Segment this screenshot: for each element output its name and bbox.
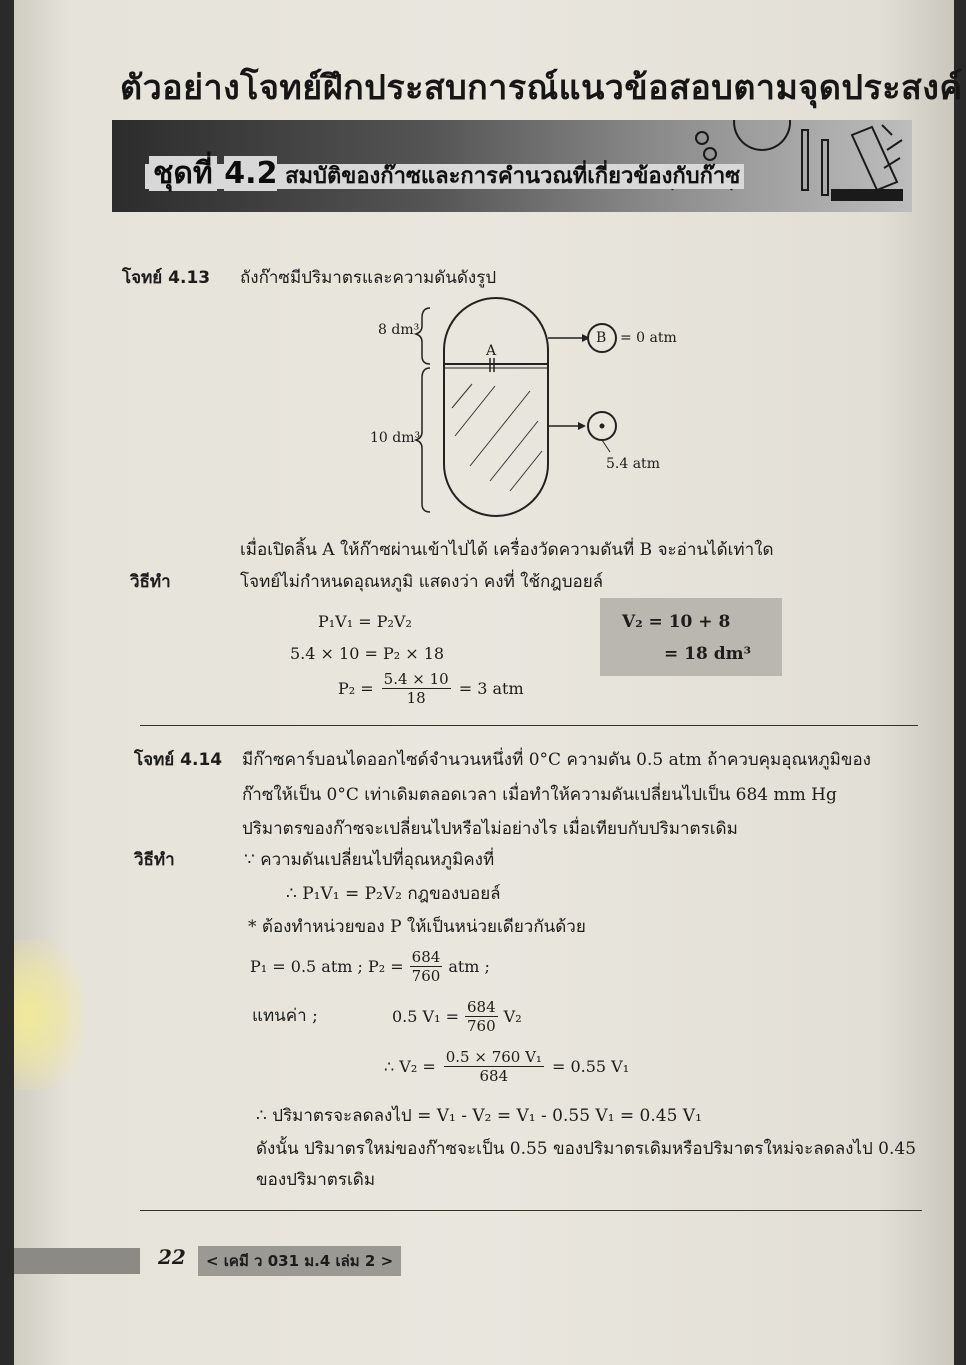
equation-result — [338, 670, 524, 707]
volume-label-bottom: 10 dm³ — [370, 430, 421, 446]
volume-box-line2: = 18 dm³ — [664, 644, 752, 664]
equation-substitution: 5.4 × 10 = P₂ × 18 — [290, 644, 445, 663]
section-divider — [140, 725, 918, 726]
numerator: 5.4 × 10 — [383, 670, 449, 688]
gas-hatching — [452, 384, 542, 491]
set-number: 4.2 — [224, 156, 278, 191]
pressure-values — [250, 948, 490, 985]
conclusion-line-1: ดังนั้น ปริมาตรใหม่ของก๊าซจะเป็น 0.55 ของปริมาตรเดิมหรือปริมาตรใหม่จะลดลงไป 0.45 — [256, 1139, 917, 1159]
arrow-head — [578, 422, 586, 430]
equation-boyle: P₁V₁ = P₂V₂ — [318, 612, 412, 631]
question-text-line3: ปริมาตรของก๊าซจะเปลี่ยนไปหรือไม่อย่างไร เมื่อเทียบกับปริมาตรเดิม — [242, 819, 738, 839]
fraction — [382, 670, 451, 707]
numerator: 684 — [467, 998, 496, 1016]
volume-label-top: 8 dm³ — [378, 322, 420, 338]
tank-outline — [444, 298, 548, 516]
solution-step-1: ∵ ความดันเปลี่ยนไปที่อุณหภูมิคงที่ — [244, 850, 495, 870]
equation-lhs: P₂ = — [338, 679, 374, 698]
substitution-equation — [392, 998, 522, 1035]
result-line: ∴ ปริมาตรจะลดลงไป = V₁ - V₂ = V₁ - 0.55 V₁ = 0.45 V₁ — [256, 1106, 702, 1126]
book-title: < เคมี ว 031 ม.4 เล่ม 2 > — [198, 1246, 401, 1276]
denominator: 684 — [479, 1067, 509, 1085]
fraction — [465, 998, 498, 1035]
question-label: โจทย์ 4.14 — [134, 750, 223, 770]
solution-step-2: ∴ P₁V₁ = P₂V₂ กฎของบอยล์ — [286, 884, 501, 904]
denominator: 18 — [406, 689, 426, 707]
volume-box — [600, 598, 782, 676]
method-text: โจทย์ไม่กำหนดอุณหภูมิ แสดงว่า คงที่ ใช้กฎบอยล์ — [240, 572, 604, 592]
substitution-rhs: V₂ — [503, 1007, 522, 1026]
gauge-b-reading: = 0 atm — [620, 330, 677, 346]
question-text-line2: ก๊าซให้เป็น 0°C เท่าเดิมตลอดเวลา เมื่อทำให้ความดันเปลี่ยนไปเป็น 684 mm Hg — [242, 785, 837, 805]
method-label: วิธีทำ — [130, 572, 171, 592]
set-heading — [145, 150, 744, 197]
volume-box-line1: V₂ = 10 + 8 — [622, 612, 731, 632]
equation-rhs: = 3 atm — [458, 679, 524, 698]
pressure-values-rhs: atm ; — [448, 957, 490, 976]
denominator: 760 — [411, 967, 441, 985]
footer-bar — [14, 1248, 140, 1274]
page-header-title: ตัวอย่างโจทย์ฝึกประสบการณ์แนวข้อสอบตามจุดประสงค์ — [120, 68, 963, 108]
gauge-needle-dot — [600, 424, 605, 429]
set-title: สมบัติของก๊าซและการคำนวณที่เกี่ยวข้องกับก๊าซ — [285, 164, 741, 189]
gauge-pointer-line — [602, 440, 610, 452]
v2-lhs: ∴ V₂ = — [384, 1057, 436, 1076]
numerator: 0.5 × 760 V₁ — [445, 1048, 542, 1066]
method-label: วิธีทำ — [134, 850, 175, 870]
question-text-line1: มีก๊าซคาร์บอนไดออกไซด์จำนวนหนึ่งที่ 0°C ความดัน 0.5 atm ถ้าควบคุมอุณหภูมิของ — [242, 750, 871, 770]
gauge-bottom-reading: 5.4 atm — [606, 456, 660, 472]
page-number: 22 — [158, 1245, 186, 1269]
question-label: โจทย์ 4.13 — [122, 268, 211, 288]
numerator: 684 — [411, 948, 441, 966]
page-stain — [14, 940, 84, 1090]
solution-step-3: * ต้องทำหน่วยของ P ให้เป็นหน่วยเดียวกันด้วย — [248, 917, 586, 937]
fraction — [444, 1048, 544, 1085]
conclusion-line-2: ของปริมาตรเดิม — [256, 1170, 376, 1190]
v2-rhs: = 0.55 V₁ — [551, 1057, 630, 1076]
denominator: 760 — [467, 1017, 496, 1035]
substitution-lhs: 0.5 V₁ = — [392, 1007, 459, 1026]
set-prefix: ชุดที่ — [149, 156, 217, 191]
fraction — [410, 948, 443, 985]
gauge-b-label: B — [596, 330, 607, 346]
question-text: ถังก๊าซมีปริมาตรและความดันดังรูป — [240, 268, 497, 288]
question-prompt: เมื่อเปิดลิ้น A ให้ก๊าซผ่านเข้าไปได้ เครื่องวัดความดันที่ B จะอ่านได้เท่าใด — [240, 540, 774, 560]
section-divider — [140, 1210, 922, 1211]
valve-label: A — [486, 343, 497, 359]
pressure-values-lhs: P₁ = 0.5 atm ; P₂ = — [250, 957, 404, 976]
v2-equation — [384, 1048, 629, 1085]
substitute-label: แทนค่า ; — [252, 1006, 318, 1026]
